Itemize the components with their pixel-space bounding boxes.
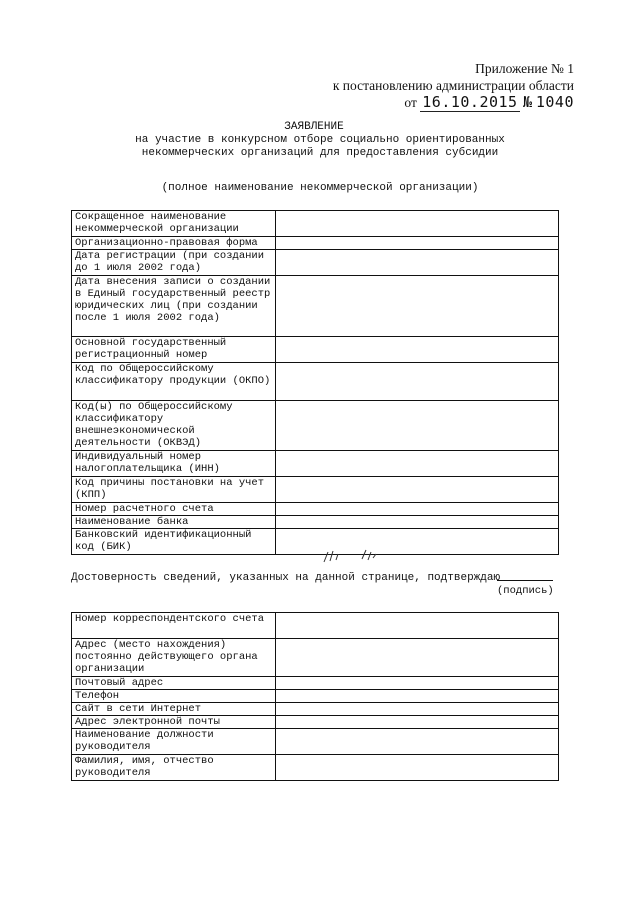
decree-number: 1040 <box>535 93 574 111</box>
value-cell[interactable] <box>276 503 559 516</box>
table-row <box>72 639 559 677</box>
row-label: Код(ы) по Общероссийскому классификатору внешнеэкономической деятельности (ОКВЭД) <box>72 401 276 451</box>
row-label: Наименование банка <box>72 516 276 529</box>
value-cell[interactable] <box>276 250 559 276</box>
row-label: Дата внесения записи о создании в Единый государственный реестр юридических лиц (при создании после 1 июля 2002 года) <box>72 276 276 337</box>
row-label: Индивидуальный номер налогоплательщика (ИНН) <box>72 451 276 477</box>
row-label: Номер корреспондентского счета <box>72 613 276 639</box>
table-row <box>72 276 559 337</box>
value-cell[interactable] <box>276 755 559 781</box>
statement-title: ЗАЯВЛЕНИЕ <box>284 121 344 133</box>
value-cell[interactable] <box>276 729 559 755</box>
table-row <box>72 211 559 237</box>
row-label: Адрес электронной почты <box>72 716 276 729</box>
value-cell[interactable] <box>276 477 559 503</box>
statement-heading <box>0 121 640 160</box>
row-label: Организационно-правовая форма <box>72 237 276 250</box>
statement-line-2: некоммерческих организаций для предоставления субсидии <box>141 147 499 159</box>
decree-date: 16.10.2015 <box>422 93 518 111</box>
date-prefix: от <box>404 95 417 110</box>
value-cell[interactable] <box>276 639 559 677</box>
value-cell[interactable] <box>276 716 559 729</box>
ink-mark-icon <box>318 546 388 566</box>
table-row <box>72 516 559 529</box>
organization-details-table <box>71 210 559 555</box>
appendix-subtitle: к постановлению администрации области <box>332 78 574 93</box>
signature-caption: (подпись) <box>497 585 554 597</box>
value-cell[interactable] <box>276 516 559 529</box>
contact-details-table <box>71 612 559 781</box>
row-label: Фамилия, имя, отчество руководителя <box>72 755 276 781</box>
table-row <box>72 237 559 250</box>
table-row <box>72 401 559 451</box>
value-cell[interactable] <box>276 363 559 401</box>
table-row <box>72 716 559 729</box>
value-cell[interactable] <box>276 337 559 363</box>
row-label: Телефон <box>72 690 276 703</box>
row-label: Номер расчетного счета <box>72 503 276 516</box>
value-cell[interactable] <box>276 690 559 703</box>
row-label: Наименование должности руководителя <box>72 729 276 755</box>
table-row <box>72 363 559 401</box>
row-label: Банковский идентификационный код (БИК) <box>72 529 276 555</box>
table-row <box>72 677 559 690</box>
row-label: Основной государственный регистрационный номер <box>72 337 276 363</box>
confirmation-text: Достоверность сведений, указанных на данной странице, подтверждаю <box>71 572 501 584</box>
row-label: Адрес (место нахождения) постоянно действующего органа организации <box>72 639 276 677</box>
value-cell[interactable] <box>276 237 559 250</box>
appendix-header <box>333 60 574 111</box>
value-cell[interactable] <box>276 211 559 237</box>
table-row <box>72 503 559 516</box>
value-cell[interactable] <box>276 677 559 690</box>
row-label: Код причины постановки на учет (КПП) <box>72 477 276 503</box>
table-row <box>72 755 559 781</box>
full-name-caption: (полное наименование некоммерческой организации) <box>161 182 479 194</box>
row-label: Дата регистрации (при создании до 1 июля 2002 года) <box>72 250 276 276</box>
table-row <box>72 613 559 639</box>
value-cell[interactable] <box>276 703 559 716</box>
table-row <box>72 703 559 716</box>
value-cell[interactable] <box>276 613 559 639</box>
table-row <box>72 451 559 477</box>
value-cell[interactable] <box>276 276 559 337</box>
row-label: Сайт в сети Интернет <box>72 703 276 716</box>
value-cell[interactable] <box>276 451 559 477</box>
table-row <box>72 529 559 555</box>
statement-line-1: на участие в конкурсном отборе социально ориентированных <box>135 134 505 146</box>
table-row <box>72 250 559 276</box>
signature-line[interactable] <box>497 580 553 581</box>
table-row <box>72 477 559 503</box>
row-label: Код по Общероссийскому классификатору продукции (ОКПО) <box>72 363 276 401</box>
table-row <box>72 690 559 703</box>
table-row <box>72 337 559 363</box>
number-sign: № <box>522 93 533 111</box>
appendix-title: Приложение № 1 <box>475 61 574 76</box>
decree-date-line <box>333 94 574 111</box>
value-cell[interactable] <box>276 401 559 451</box>
table-row <box>72 729 559 755</box>
row-label: Сокращенное наименование некоммерческой организации <box>72 211 276 237</box>
row-label: Почтовый адрес <box>72 677 276 690</box>
